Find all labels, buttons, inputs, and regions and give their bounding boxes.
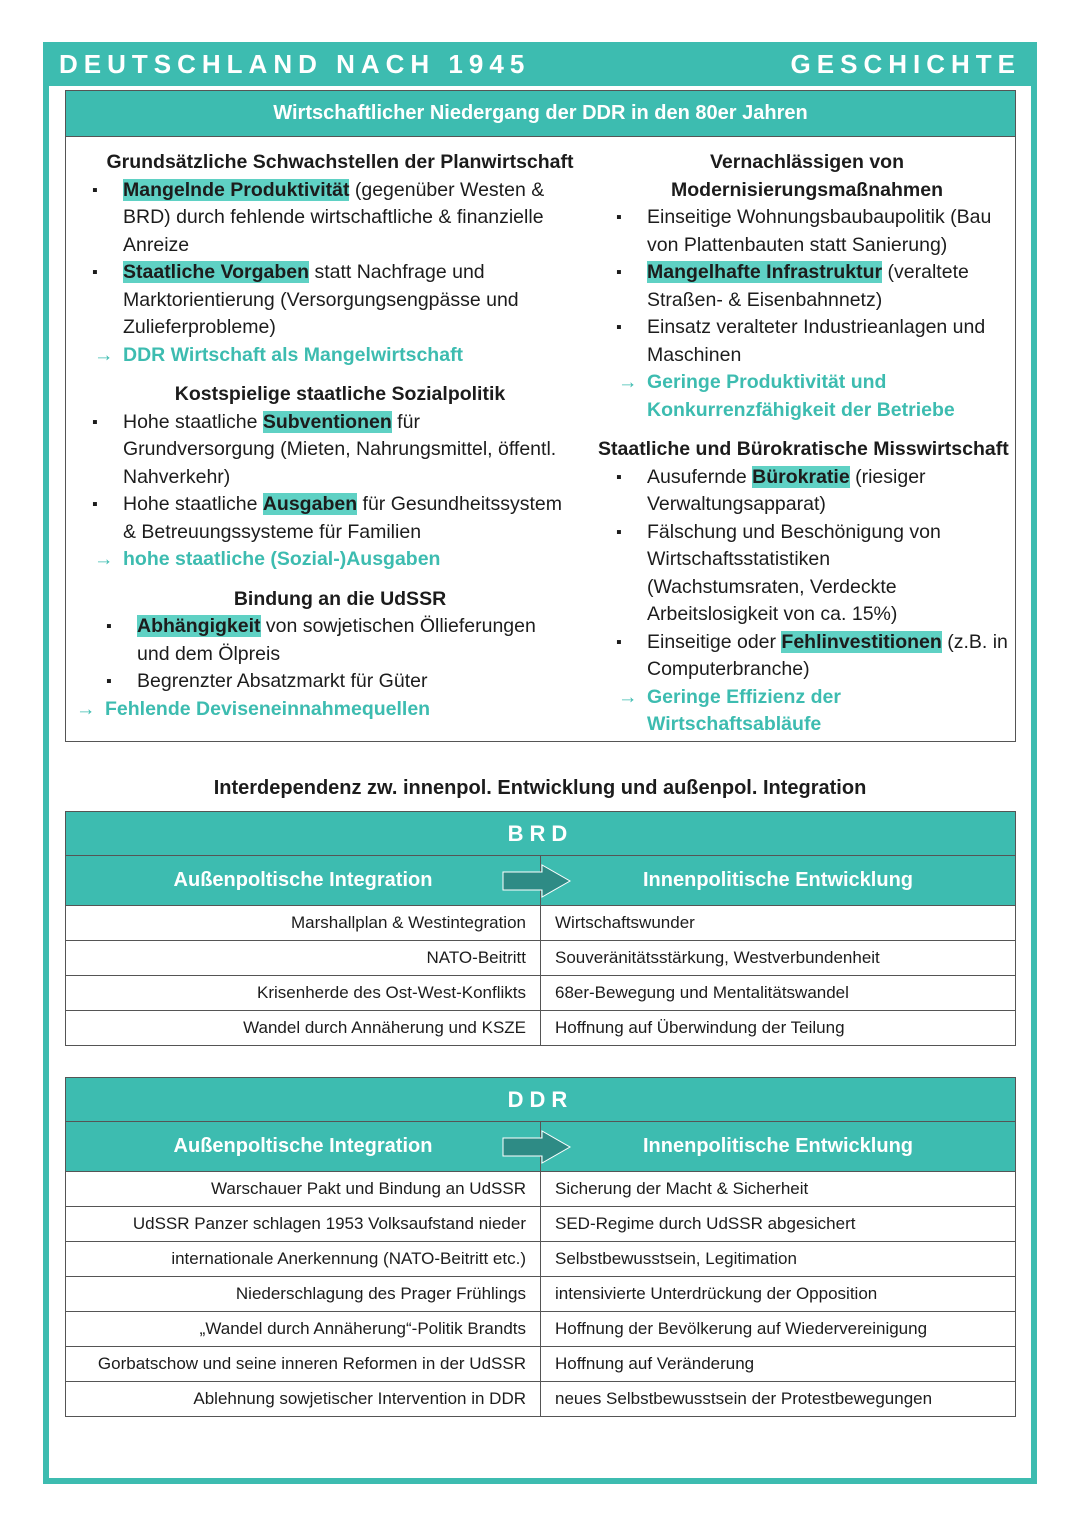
text: Straßen- & Eisenbahnnetz) (647, 288, 883, 311)
text: für (391, 410, 420, 433)
table-row (66, 1347, 1016, 1382)
highlight: Ausgaben (262, 493, 358, 515)
highlight: Abhängigkeit (137, 615, 261, 637)
column-header-domestic: Innenpolitische Entwicklung (541, 1122, 1016, 1172)
bullet-item (614, 464, 1016, 519)
conclusion-text: Wirtschaftsabläufe (647, 713, 822, 735)
text: (Wachstumsraten, Verdeckte (647, 575, 897, 598)
domestic-policy-cell: Sicherung der Macht & Sicherheit (541, 1172, 1016, 1207)
foreign-policy-cell: NATO-Beitritt (66, 941, 541, 976)
highlight: Subventionen (262, 410, 392, 433)
foreign-policy-cell: Krisenherde des Ost-West-Konflikts (66, 976, 541, 1011)
foreign-policy-cell: Marshallplan & Westintegration (66, 906, 541, 941)
bullet-item (614, 204, 1016, 259)
conclusion-line (72, 696, 590, 724)
table-row (66, 906, 1016, 941)
domestic-policy-cell: neues Selbstbewusstsein der Protestbewegungen (541, 1382, 1016, 1417)
conclusion-line (614, 369, 1016, 424)
interdependence-title: Interdependenz zw. innenpol. Entwicklung und außenpol. Integration (213, 777, 867, 799)
table-row (66, 1382, 1016, 1417)
conclusion-text: Geringe Produktivität und (647, 371, 887, 393)
topic-title: DEUTSCHLAND NACH 1945 (59, 49, 531, 79)
text: BRD) durch fehlende wirtschaftliche & finanzielle (123, 206, 544, 228)
foreign-policy-cell: Warschauer Pakt und Bindung an UdSSR (66, 1172, 541, 1207)
text: Hohe staatliche (123, 410, 263, 433)
table-row (66, 1312, 1016, 1347)
section-heading: Kostspielige staatliche Sozialpolitik (174, 383, 506, 405)
text: von Plattenbauten statt Sanierung) (647, 233, 948, 256)
highlight: Staatliche Vorgaben (123, 261, 310, 283)
text: Modernisierungsmaßnahmen (671, 178, 943, 201)
text: & Betreuungssysteme für Familien (123, 520, 422, 543)
text: Fälschung und Beschönigung von (647, 520, 941, 543)
conclusion-text: hohe staatliche (Sozial-)Ausgaben (123, 548, 441, 570)
highlight: Mangelhafte Infrastruktur (647, 261, 883, 283)
arrow-right-icon: → (76, 697, 96, 720)
domestic-policy-cell: Souveränitätsstärkung, Westverbundenheit (541, 941, 1016, 976)
table-row (66, 1172, 1016, 1207)
table-title: DDR (66, 1078, 1016, 1122)
conclusion-text: Geringe Effizienz der (647, 685, 841, 708)
top-banner (43, 42, 1037, 86)
column-header-foreign: Außenpoltische Integration (66, 1122, 541, 1172)
text: Einseitige oder (647, 630, 782, 653)
foreign-policy-cell: „Wandel durch Annäherung“-Politik Brandts (66, 1312, 541, 1347)
conclusion-text: Konkurrenzfähigkeit der Betriebe (647, 398, 955, 421)
text: statt Nachfrage und (309, 261, 485, 283)
text: (gegenüber Westen & (349, 178, 545, 201)
text: Computerbranche) (647, 658, 810, 680)
highlight: Bürokratie (752, 465, 850, 488)
text: Grundversorgung (Mieten, Nahrungsmittel, öffentl. (123, 438, 557, 460)
ddr-table (65, 1077, 1016, 1417)
domestic-policy-cell: Hoffnung der Bevölkerung auf Wiedervereinigung (541, 1312, 1016, 1347)
domestic-policy-cell: 68er-Bewegung und Mentalitätswandel (541, 976, 1016, 1011)
table-row (66, 1277, 1016, 1312)
bullet-item (90, 259, 590, 342)
bullet-item (90, 409, 590, 492)
text: Zulieferprobleme) (123, 316, 276, 338)
column-header-domestic: Innenpolitische Entwicklung (541, 856, 1016, 906)
foreign-policy-cell: internationale Anerkennung (NATO-Beitritt etc.) (66, 1242, 541, 1277)
foreign-policy-cell: Wandel durch Annäherung und KSZE (66, 1011, 541, 1046)
conclusion-line (614, 684, 1016, 739)
text: Maschinen (647, 343, 742, 366)
text: Anreize (123, 233, 190, 256)
text: (z.B. in (941, 630, 1008, 653)
section-heading: Staatliche und Bürokratische Misswirtschaft (598, 438, 1009, 460)
domestic-policy-cell: SED-Regime durch UdSSR abgesichert (541, 1207, 1016, 1242)
text: Hohe staatliche (123, 493, 263, 515)
domestic-policy-cell: Selbstbewusstsein, Legitimation (541, 1242, 1016, 1277)
arrow-right-icon: → (94, 343, 114, 366)
left-column (76, 149, 590, 723)
table-row (66, 1207, 1016, 1242)
domestic-policy-cell: intensivierte Unterdrückung der Opposition (541, 1277, 1016, 1312)
conclusion-text: Fehlende Deviseneinnahmequellen (105, 697, 431, 720)
conclusion-line (90, 342, 590, 370)
text: Vernachlässigen von (709, 151, 904, 173)
conclusion-line (90, 546, 590, 574)
arrow-right-icon: → (94, 548, 114, 570)
bullet-item (104, 613, 590, 668)
bullet-item (614, 519, 1016, 629)
economic-decline-box (65, 90, 1016, 742)
text: Arbeitslosigkeit von ca. 15%) (647, 603, 898, 625)
text: Ausufernde (647, 465, 753, 488)
right-column (598, 149, 1016, 739)
arrow-right-icon: → (618, 371, 638, 393)
highlight: Mangelnde Produktivität (123, 178, 350, 201)
bullet-item (90, 177, 590, 260)
text: für Gesundheitssystem (357, 493, 562, 515)
foreign-policy-cell: UdSSR Panzer schlagen 1953 Volksaufstand nieder (66, 1207, 541, 1242)
bullet-item (90, 491, 590, 546)
highlight: Fehlinvestitionen (781, 630, 942, 653)
table-title: BRD (66, 812, 1016, 856)
text: (veraltete (882, 261, 969, 283)
table-row (66, 1011, 1016, 1046)
bullet-item (614, 629, 1016, 684)
text: Wirtschaftsstatistiken (647, 548, 831, 570)
section-heading: Grundsätzliche Schwachstellen der Planwirtschaft (106, 151, 574, 173)
domestic-policy-cell: Hoffnung auf Veränderung (541, 1347, 1016, 1382)
table-row (66, 1242, 1016, 1277)
text: Verwaltungsapparat) (647, 493, 826, 515)
foreign-policy-cell: Ablehnung sowjetischer Intervention in DDR (66, 1382, 541, 1417)
domestic-policy-cell: Wirtschaftswunder (541, 906, 1016, 941)
section-heading (598, 149, 1016, 204)
subject-label: GESCHICHTE (790, 49, 1021, 79)
bullet-item (614, 314, 1016, 369)
text: Nahverkehr) (123, 465, 231, 488)
brd-table (65, 811, 1016, 1046)
text: von sowjetischen Öllieferungen (260, 615, 536, 637)
arrow-right-icon (502, 1130, 572, 1164)
box-title: Wirtschaftlicher Niedergang der DDR in den 80er Jahren (66, 91, 1015, 137)
bullet-item (614, 259, 1016, 314)
section-heading: Bindung an die UdSSR (233, 587, 447, 610)
bullet-item: ▪ Begrenzter Absatzmarkt für Güter (104, 668, 590, 696)
domestic-policy-cell: Hoffnung auf Überwindung der Teilung (541, 1011, 1016, 1046)
text: Einsatz veralteter Industrieanlagen und (647, 316, 986, 338)
text: Marktorientierung (Versorgungsengpässe und (123, 288, 519, 311)
foreign-policy-cell: Gorbatschow und seine inneren Reformen in der UdSSR (66, 1347, 541, 1382)
text: Einseitige Wohnungsbaubaupolitik (Bau (647, 206, 992, 228)
arrow-right-icon: → (618, 685, 638, 708)
table-row (66, 976, 1016, 1011)
column-header-foreign: Außenpoltische Integration (66, 856, 541, 906)
arrow-right-icon (502, 864, 572, 898)
table-row (66, 941, 1016, 976)
foreign-policy-cell: Niederschlagung des Prager Frühlings (66, 1277, 541, 1312)
conclusion-text: DDR Wirtschaft als Mangelwirtschaft (123, 343, 464, 366)
text: und dem Ölpreis (137, 642, 281, 665)
text: (riesiger (849, 465, 926, 488)
